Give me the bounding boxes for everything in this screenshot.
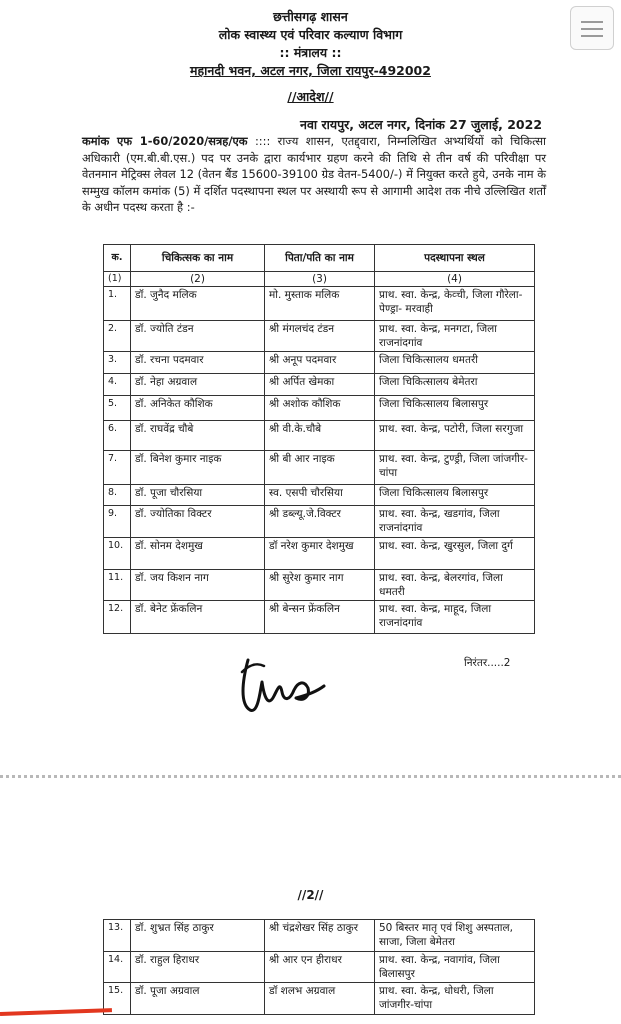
doctor-name: डॉ. नेहा अग्रवाल (131, 374, 265, 396)
header-line-2: लोक स्वास्थ्य एवं परिवार कल्याण विभाग (218, 27, 403, 42)
row-number: 4. (104, 374, 131, 396)
row-number: 9. (104, 506, 131, 538)
doctor-name: डॉ. ज्योति टंडन (131, 321, 265, 352)
posting-place: प्राथ. स्वा. केन्द्र, धोधरी, जिला जांजगीर-चांपा (375, 983, 535, 1015)
posting-place: प्राथ. स्वा. केन्द्र, मनगटा, जिला राजनांदगांव (375, 321, 535, 352)
posting-place: प्राथ. स्वा. केन्द्र, पटोरी, जिला सरगुजा (375, 421, 535, 451)
parent-name: श्री सुरेश कुमार नाग (265, 570, 375, 601)
header-name: चिकित्सक का नाम (131, 245, 265, 272)
doctor-name: डॉ. ज्योतिका विक्टर (131, 506, 265, 538)
parent-name: श्री अर्पित खेमका (265, 374, 375, 396)
row-number: 10. (104, 538, 131, 570)
date-line: नवा रायपुर, अटल नगर, दिनांक 27 जुलाई, 2022 (300, 117, 543, 132)
table-row (104, 451, 535, 485)
page-divider (0, 775, 621, 778)
signature-icon (234, 652, 330, 716)
posting-place: प्राथ. स्वा. केन्द्र, नवागांव, जिला बिलासपुर (375, 952, 535, 983)
order-text: :::: राज्य शासन, एतद्द्वारा, निम्नलिखित अभ्यर्थियों को चिकित्सा अधिकारी (एम.बी.बी.एस.) पद पर उनके द्वारा कार्यभार ग्रहण करने की तिथि से तीन वर्ष की परिवीक्षा पर वेतनमान मेट्रिक्स लेवल 12 (वेतन बैंड 15600-39100 ग्रेड वेतन-5400/-) में नियुक्त करते हुये, उनके नाम के सम्मुख कॉलम कमांक (5) में दर्शित पदस्थापना स्थल पर अस्थायी रूप से आगामी आदेश तक नीचे उल्लिखित शर्तों के अधीन पदस्थ करता है :- (82, 134, 547, 214)
parent-name: श्री मंगलचंद टंडन (265, 321, 375, 352)
header-address: महानदी भवन, अटल नगर, जिला रायपुर-492002 (190, 63, 431, 78)
row-number: 1. (104, 287, 131, 321)
row-number: 13. (104, 920, 131, 952)
parent-name: डॉ नरेश कुमार देशमुख (265, 538, 375, 570)
table-row (104, 352, 535, 374)
colnum-1: (1) (104, 272, 131, 287)
appointment-table (103, 244, 535, 634)
doctor-name: डॉ. पूजा चौरसिया (131, 485, 265, 506)
row-number: 11. (104, 570, 131, 601)
doctor-name: डॉ. अनिकेत कौशिक (131, 396, 265, 421)
doctor-name: डॉ. राहुल हिराधर (131, 952, 265, 983)
posting-place: प्राथ. स्वा. केन्द्र, केव्ची, जिला गौरेला-पेण्ड्रा- मरवाही (375, 287, 535, 321)
table-row (104, 485, 535, 506)
doctor-name: डॉ. बेनेट फ्रेंकलिन (131, 601, 265, 634)
parent-name: श्री आर एन हीराधर (265, 952, 375, 983)
appointment-table-page-2 (103, 919, 535, 1015)
posting-place: प्राथ. स्वा. केन्द्र, खुरसुल, जिला दुर्ग (375, 538, 535, 570)
posting-place: प्राथ. स्वा. केन्द्र, माहूद, जिला राजनांदगांव (375, 601, 535, 634)
parent-name: श्री बी आर नाइक (265, 451, 375, 485)
table-header-row (104, 245, 535, 272)
row-number: 14. (104, 952, 131, 983)
table-row (104, 287, 535, 321)
table-row (104, 321, 535, 352)
doctor-name: डॉ. राघवेंद्र चौबे (131, 421, 265, 451)
colnum-2: (2) (131, 272, 265, 287)
header-parent: पिता/पति का नाम (265, 245, 375, 272)
parent-name: श्री अनूप पदमवार (265, 352, 375, 374)
parent-name: मो. मुस्ताक मलिक (265, 287, 375, 321)
table-row (104, 920, 535, 952)
colnum-3: (3) (265, 272, 375, 287)
doctor-name: डॉ. सोनम देशमुख (131, 538, 265, 570)
header-no: क. (104, 245, 131, 272)
posting-place: जिला चिकित्सालय धमतरी (375, 352, 535, 374)
table-row (104, 570, 535, 601)
row-number: 5. (104, 396, 131, 421)
order-title: //आदेश// (287, 89, 334, 104)
posting-place: जिला चिकित्सालय बिलासपुर (375, 396, 535, 421)
parent-name: श्री चंद्रशेखर सिंह ठाकुर (265, 920, 375, 952)
row-number: 8. (104, 485, 131, 506)
order-paragraph (82, 133, 546, 216)
order-reference: कमांक एफ 1-60/2020/सत्रह/एक (82, 134, 248, 148)
page-2-marker: //2// (297, 888, 324, 902)
table-row (104, 506, 535, 538)
posting-place: प्राथ. स्वा. केन्द्र, बेलरगांव, जिला धमतरी (375, 570, 535, 601)
posting-place: जिला चिकित्सालय बिलासपुर (375, 485, 535, 506)
table-row (104, 421, 535, 451)
parent-name: डॉ शलभ अग्रवाल (265, 983, 375, 1015)
parent-name: श्री वी.के.चौबे (265, 421, 375, 451)
doctor-name: डॉ. शुभ्रत सिंह ठाकुर (131, 920, 265, 952)
colnum-4: (4) (375, 272, 535, 287)
row-number: 7. (104, 451, 131, 485)
header-line-3: :: मंत्रालय :: (279, 45, 342, 60)
table-row (104, 601, 535, 634)
posting-place: प्राथ. स्वा. केन्द्र, टुण्ड्री, जिला जांजगीर-चांपा (375, 451, 535, 485)
doctor-name: डॉ. रचना पदमवार (131, 352, 265, 374)
table-row (104, 396, 535, 421)
red-annotation-line (0, 1008, 112, 1016)
parent-name: श्री बेन्सन फ्रेंकलिन (265, 601, 375, 634)
column-number-row (104, 272, 535, 287)
parent-name: स्व. एसपी चौरसिया (265, 485, 375, 506)
table-row (104, 952, 535, 983)
posting-place: प्राथ. स्वा. केन्द्र, खडगांव, जिला राजनांदगांव (375, 506, 535, 538)
doctor-name: डॉ. जुनैद मलिक (131, 287, 265, 321)
parent-name: श्री डब्ल्यू.जे.विक्टर (265, 506, 375, 538)
doctor-name: डॉ. जय किशन नाग (131, 570, 265, 601)
row-number: 15. (104, 983, 131, 1015)
row-number: 3. (104, 352, 131, 374)
doctor-name: डॉ. पूजा अग्रवाल (131, 983, 265, 1015)
row-number: 12. (104, 601, 131, 634)
doctor-name: डॉ. बिनेश कुमार नाइक (131, 451, 265, 485)
table-row (104, 538, 535, 570)
table-row (104, 374, 535, 396)
parent-name: श्री अशोक कौशिक (265, 396, 375, 421)
table-row (104, 983, 535, 1015)
row-number: 6. (104, 421, 131, 451)
posting-place: जिला चिकित्सालय बेमेतरा (375, 374, 535, 396)
posting-place: 50 बिस्तर मातृ एवं शिशु अस्पताल, साजा, जिला बेमेतरा (375, 920, 535, 952)
row-number: 2. (104, 321, 131, 352)
header-place: पदस्थापना स्थल (375, 245, 535, 272)
header-line-1: छत्तीसगढ़ शासन (273, 9, 348, 24)
continued-note: निरंतर.....2 (464, 657, 511, 669)
